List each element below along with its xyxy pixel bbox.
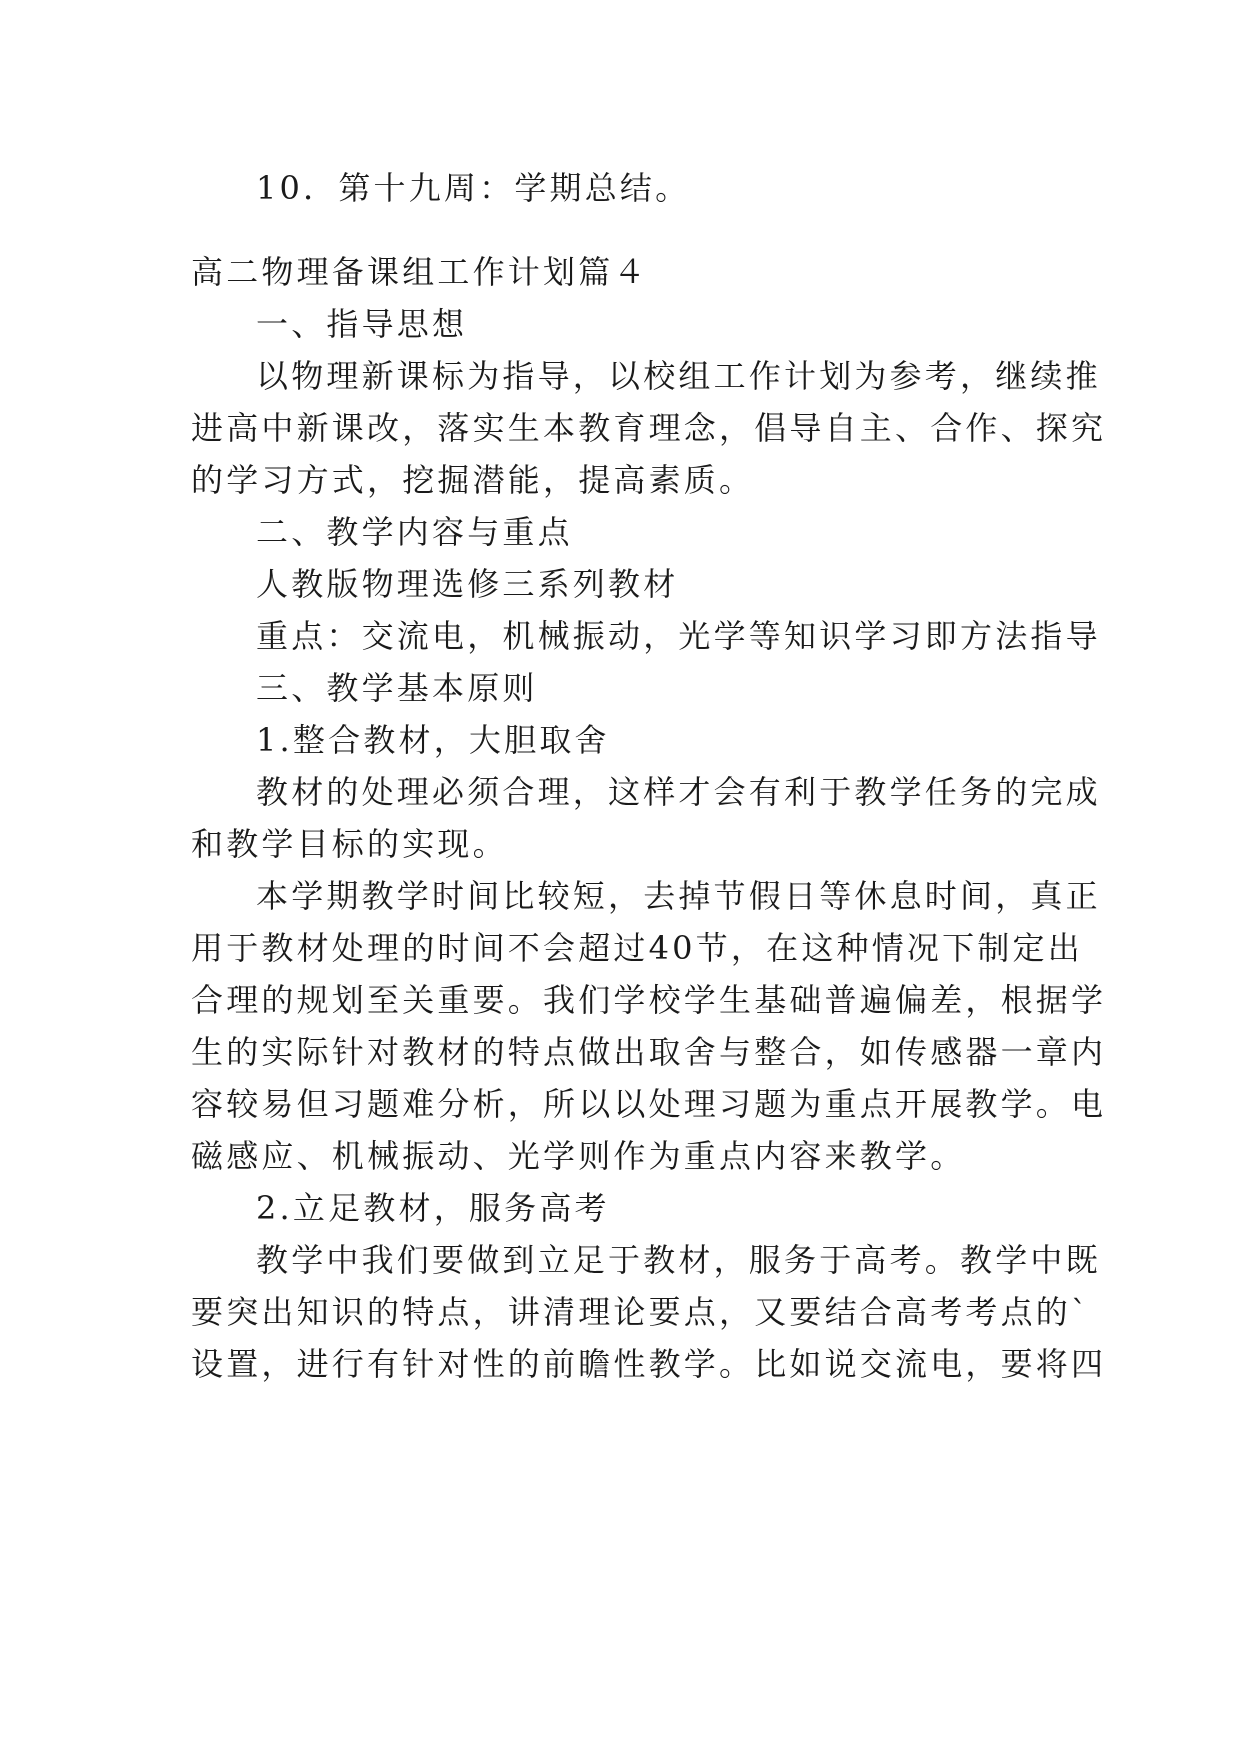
heading-guiding-thought: 一、指导思想 (256, 305, 468, 343)
list-item-week-19: 10．第十九周：学期总结。 (256, 169, 691, 207)
paragraph-line: 磁感应、机械振动、光学则作为重点内容来教学。 (191, 1137, 966, 1175)
paragraph-line: 要突出知识的特点，讲清理论要点，又要结合高考考点的` (191, 1293, 1091, 1331)
paragraph-line: 和教学目标的实现。 (191, 825, 508, 863)
section-title: 高二物理备课组工作计划篇４ (191, 253, 649, 291)
paragraph-line: 重点：交流电，机械振动，光学等知识学习即方法指导 (256, 617, 1101, 655)
paragraph-line: 容较易但习题难分析，所以以处理习题为重点开展教学。电 (191, 1085, 1107, 1123)
paragraph-line: 以物理新课标为指导，以校组工作计划为参考，继续推 (256, 357, 1101, 395)
paragraph-line: 的学习方式，挖掘潜能，提高素质。 (191, 461, 755, 499)
subheading-integrate-materials: 1.整合教材，大胆取舍 (256, 721, 610, 759)
heading-teaching-principles: 三、教学基本原则 (256, 669, 538, 707)
paragraph-line: 生的实际针对教材的特点做出取舍与整合，如传感器一章内 (191, 1033, 1107, 1071)
paragraph-line: 本学期教学时间比较短，去掉节假日等休息时间，真正 (256, 877, 1101, 915)
paragraph-line: 教材的处理必须合理，这样才会有利于教学任务的完成 (256, 773, 1101, 811)
paragraph-line: 合理的规划至关重要。我们学校学生基础普遍偏差，根据学 (191, 981, 1107, 1019)
paragraph-line: 用于教材处理的时间不会超过40节，在这种情况下制定出 (191, 929, 1083, 967)
paragraph-line: 人教版物理选修三系列教材 (256, 565, 679, 603)
paragraph-line: 教学中我们要做到立足于教材，服务于高考。教学中既 (256, 1241, 1101, 1279)
heading-content-focus: 二、教学内容与重点 (256, 513, 573, 551)
subheading-serve-exam: 2.立足教材，服务高考 (256, 1189, 610, 1227)
paragraph-line: 进高中新课改，落实生本教育理念，倡导自主、合作、探究 (191, 409, 1107, 447)
paragraph-line: 设置，进行有针对性的前瞻性教学。比如说交流电，要将四 (191, 1345, 1107, 1383)
